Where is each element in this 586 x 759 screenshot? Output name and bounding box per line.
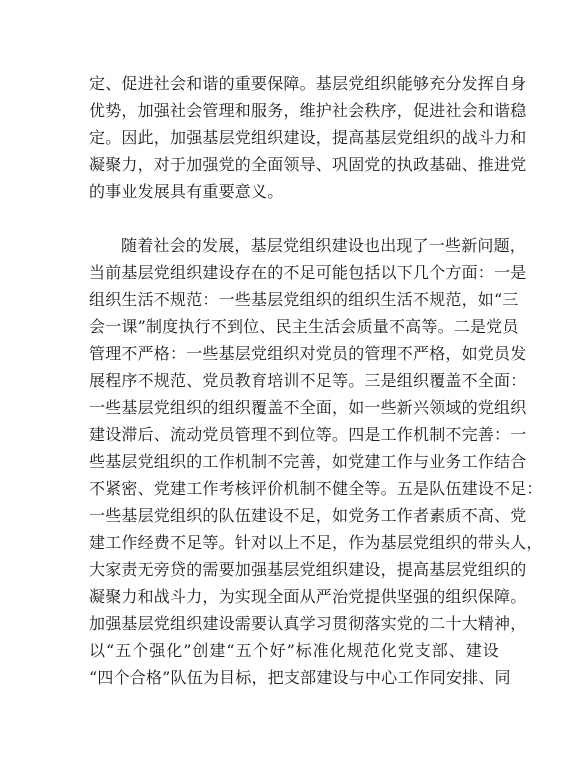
paragraph-spacer: [89, 205, 499, 232]
text-line: 组织生活不规范：一些基层党组织的组织生活不规范，如“三: [89, 290, 519, 309]
text-line: 展程序不规范、党员教育培训不足等。三是组织覆盖不全面：: [89, 371, 527, 390]
text-line: 定、促进社会和谐的重要保障。基层党组织能够充分发挥自身: [89, 74, 527, 93]
text-line: 不紧密、党建工作考核评价机制不健全等。五是队伍建设不足：: [89, 479, 543, 498]
text-line: 随着社会的发展，基层党组织建设也出现了一些新问题，: [121, 236, 527, 255]
text-line: 以“五个强化”创建“五个好”标准化规范化党支部、建设: [89, 641, 499, 660]
text-line: 加强基层党组织建设需要认真学习贯彻落实党的二十大精神，: [89, 614, 527, 633]
text-line: 的事业发展具有重要意义。: [89, 182, 284, 201]
document-page: [89, 70, 543, 691]
text-line: “四个合格”队伍为目标，把支部建设与中心工作同安排、同: [89, 668, 511, 687]
text-line: 一些基层党组织的队伍建设不足，如党务工作者素质不高、党: [89, 506, 527, 525]
text-line: 优势，加强社会管理和服务，维护社会秩序，促进社会和谐稳: [89, 101, 527, 120]
text-line: 会一课”制度执行不到位、民主生活会质量不高等。二是党员: [89, 317, 519, 336]
text-line: 当前基层党组织建设存在的不足可能包括以下几个方面：一是: [89, 263, 527, 282]
text-line: 大家责无旁贷的需要加强基层党组织建设，提高基层党组织的: [89, 560, 527, 579]
text-line: 凝聚力和战斗力，为实现全面从严治党提供坚强的组织保障。: [89, 587, 527, 606]
paragraph-1: [89, 70, 527, 205]
text-line: 建工作经费不足等。针对以上不足，作为基层党组织的带头人，: [89, 533, 543, 552]
text-line: 定。因此，加强基层党组织建设，提高基层党组织的战斗力和: [89, 128, 527, 147]
paragraph-2: [89, 232, 543, 691]
text-line: 些基层党组织的工作机制不完善，如党建工作与业务工作结合: [89, 452, 527, 471]
text-line: 管理不严格：一些基层党组织对党员的管理不严格，如党员发: [89, 344, 527, 363]
text-line: 一些基层党组织的组织覆盖不全面，如一些新兴领域的党组织: [89, 398, 527, 417]
text-line: 凝聚力，对于加强党的全面领导、巩固党的执政基础、推进党: [89, 155, 527, 174]
text-line: 建设滞后、流动党员管理不到位等。四是工作机制不完善：一: [89, 425, 527, 444]
